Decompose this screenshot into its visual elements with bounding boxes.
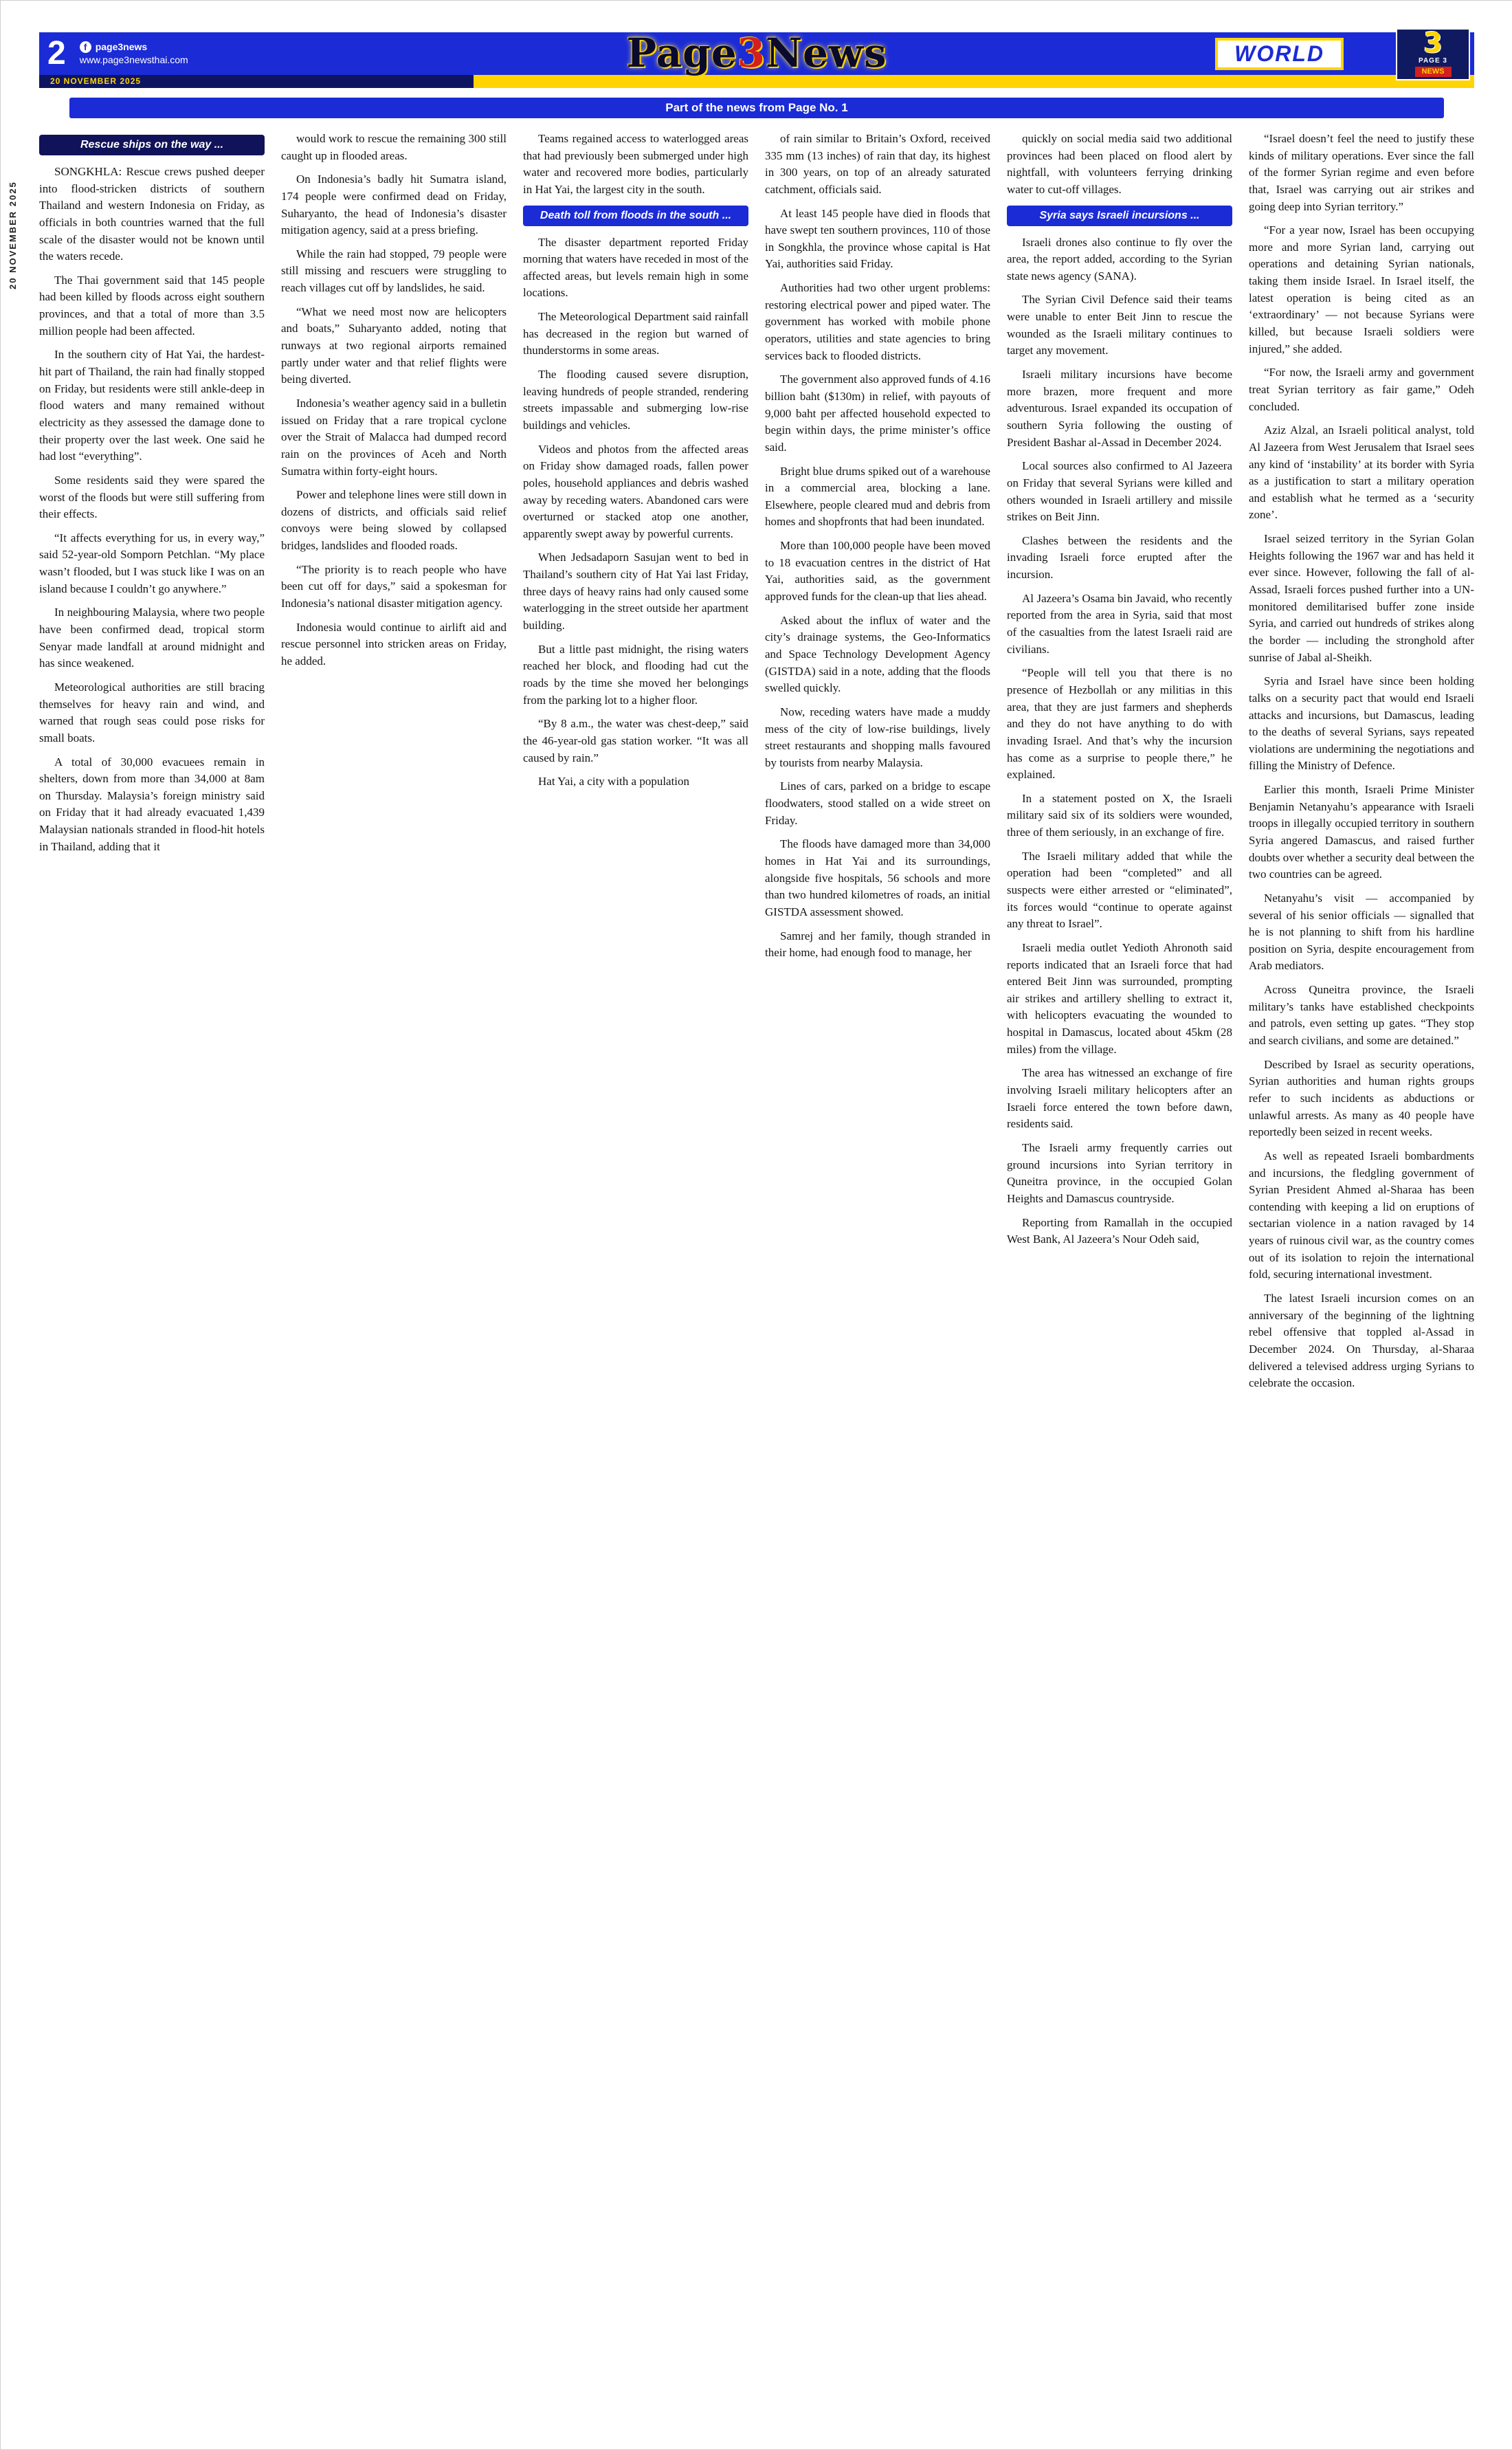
news-column — [39, 131, 265, 862]
article-paragraph: But a little past midnight, the rising waters reached her block, and flooding had cut the roads by the time she moved her belongings from the parking lot to a higher floor. — [523, 642, 748, 707]
article-paragraph: Authorities had two other urgent problems: restoring electrical power and piped water. The government has worked with mobile phone operators, utilities and state agencies to bring services back to flooded districts. — [765, 281, 990, 362]
section-subhead: Death toll from floods in the south ... — [523, 206, 748, 226]
logo-page3-text: PAGE 3 — [1419, 57, 1447, 65]
section-label: WORLD — [1215, 38, 1344, 70]
article-paragraph: The flooding caused severe disruption, leaving hundreds of people stranded, rendering streets impassable and submerging low-rise buildings and vehicles. — [523, 368, 748, 432]
news-column — [523, 131, 748, 797]
article-paragraph: As well as repeated Israeli bombardments and incursions, the fledgling government of Syrian President Ahmed al-Sharaa has been contending with keeping a lid on eruptions of sectarian violence in a nation ravaged by 14 years of ruinous civil war, as the country comes out of its isolation to rejoin the international fold, securing international investment. — [1249, 1149, 1474, 1281]
article-paragraph: Israel seized territory in the Syrian Golan Heights following the 1967 war and has held it ever since. However, following the fall of al-Assad, Israeli forces pushed further into a UN-monitored demilitarised buffer zone inside Syria, and carried out hundreds of strikes along the border — including the stronghold after sunrise of Jabal al-Sheikh. — [1249, 532, 1474, 664]
article-paragraph: “For a year now, Israel has been occupying more and more Syrian land, carrying out operations and detaining Syrian nationals, taking them inside Israel. In Israel itself, the latest operation is being cited as an ‘extraordinary’ — not because Syrians were killed, but because Israeli soldiers were injured,” she added. — [1249, 223, 1474, 355]
article-paragraph: Aziz Alzal, an Israeli political analyst, told Al Jazeera from West Jerusalem that Israel sees any kind of ‘instability’ at its border with Syria as a justification to start a military operation and establish what he termed as a ‘security zone’. — [1249, 423, 1474, 522]
article-paragraph: When Jedsadaporn Sasujan went to bed in Thailand’s southern city of Hat Yai last Friday, three days of heavy rains had only caused some waterlogging in the street outside her apartment building. — [523, 551, 748, 632]
article-paragraph: In a statement posted on X, the Israeli military said six of its soldiers were wounded, three of them seriously, in an exchange of fire. — [1007, 791, 1232, 839]
date-strip — [39, 75, 1474, 88]
article-paragraph: Lines of cars, parked on a bridge to escape floodwaters, stood stalled on a wide street on Friday. — [765, 780, 990, 827]
section-subhead: Rescue ships on the way ... — [39, 135, 265, 155]
article-paragraph: Al Jazeera’s Osama bin Javaid, who recently reported from the area in Syria, said that most of the casualties from the latest Israeli raid are civilians. — [1007, 591, 1232, 656]
fold-date: 20 NOVEMBER 2025 — [8, 181, 18, 289]
article-paragraph: would work to rescue the remaining 300 still caught up in flooded areas. — [281, 132, 507, 162]
article-paragraph: The floods have damaged more than 34,000 homes in Hat Yai and its surroundings, alongside five hospitals, 56 schools and more than two hundred kilometres of roads, an initial GISTDA assessment showed. — [765, 837, 990, 918]
article-paragraph: In the southern city of Hat Yai, the hardest-hit part of Thailand, the rain had finally stopped on Friday, but residents were still ankle-deep in flood waters and many remained without electricity as they assessed the damage done to their property over the last week. One said he had lost “everything”. — [39, 348, 265, 463]
logo-news-badge: NEWS — [1415, 67, 1452, 77]
news-column — [765, 131, 990, 969]
article-paragraph: Now, receding waters have made a muddy mess of the city of low-rise buildings, lively street restaurants and shopping malls favoured by tourists from nearby Malaysia. — [765, 705, 990, 769]
article-paragraph: The latest Israeli incursion comes on an anniversary of the beginning of the lightning rebel offensive that toppled al-Assad in December 2024. On Thursday, al-Sharaa delivered a televised address urging Syrians to celebrate the occasion. — [1249, 1292, 1474, 1390]
article-paragraph: Earlier this month, Israeli Prime Minister Benjamin Netanyahu’s appearance with Israeli troops in illegally occupied territory in southern Syria angered Damascus, and raised further doubts over whether a security deal between the two countries can be agreed. — [1249, 783, 1474, 881]
facebook-icon: f — [80, 41, 91, 53]
article-paragraph: Asked about the influx of water and the city’s drainage systems, the Geo-Informatics and Space Technology Development Agency (GISTDA) said in a note, adding that the floods swelled quickly. — [765, 613, 990, 695]
article-columns — [39, 131, 1474, 1399]
article-paragraph: Local sources also confirmed to Al Jazeera on Friday that several Syrians were killed and others wounded in Israeli artillery and missile strikes on Beit Jinn. — [1007, 459, 1232, 524]
news-column — [1249, 131, 1474, 1399]
article-paragraph: Teams regained access to waterlogged areas that had previously been submerged under high water and recovered more bodies, particularly in Hat Yai, the largest city in the south. — [523, 132, 748, 196]
article-paragraph: The disaster department reported Friday morning that waters have receded in most of the affected areas, but levels remain high in some locations. — [523, 235, 748, 300]
article-paragraph: Indonesia would continue to airlift aid and rescue personnel into stricken areas on Friday, he added. — [281, 620, 507, 667]
article-paragraph: Bright blue drums spiked out of a warehouse in a commercial area, blocking a lane. Elsewhere, people cleared mud and debris from homes and shopfronts that had been inundated. — [765, 464, 990, 529]
website-url: www.page3newsthai.com — [79, 54, 188, 65]
article-paragraph: The Thai government said that 145 people had been killed by floods across eight southern provinces, and that a total of more than 3.5 million people had been affected. — [39, 273, 265, 338]
masthead — [627, 30, 887, 76]
article-paragraph: More than 100,000 people have been moved to 18 evacuation centres in the district of Hat Yai, authorities said, as the government approved funds for the clean-up that lies ahead. — [765, 539, 990, 604]
continuation-strap: Part of the news from Page No. 1 — [69, 98, 1444, 118]
article-paragraph: While the rain had stopped, 79 people were still missing and rescuers were struggling to reach villages cut off by landslides, he said. — [281, 247, 507, 295]
article-paragraph: Clashes between the residents and the invading Israeli force erupted after the incursion. — [1007, 533, 1232, 582]
article-paragraph: Across Quneitra province, the Israeli military’s tanks have established checkpoints and patrols, even setting up gates. “They stop and search civilians, and some are detained.” — [1249, 983, 1474, 1048]
social-handle: page3news — [95, 41, 148, 53]
article-paragraph: On Indonesia’s badly hit Sumatra island, 174 people were confirmed dead on Friday, Suharyanto, the head of Indonesia’s disaster mitigation agency, said at a press briefing. — [281, 173, 507, 237]
news-column — [281, 131, 507, 677]
article-paragraph: The Syrian Civil Defence said their teams were unable to enter Beit Jinn to rescue the wounded as the Israeli military continues to target any movement. — [1007, 293, 1232, 357]
section-subhead: Syria says Israeli incursions ... — [1007, 206, 1232, 226]
logo-three: 3 — [1423, 27, 1443, 59]
article-paragraph: Israeli military incursions have become more brazen, more frequent and more adventurous. Israel expanded its occupation of southern Syria following the ousting of President Bashar al-Assad in December 2024. — [1007, 368, 1232, 449]
article-paragraph: “For now, the Israeli army and government treat Syrian territory as fair game,” Odeh concluded. — [1249, 366, 1474, 413]
page-number: 2 — [47, 35, 66, 71]
article-paragraph: Samrej and her family, though stranded in their home, had enough food to manage, her — [765, 929, 990, 960]
article-paragraph: Israeli media outlet Yedioth Ahronoth said reports indicated that an Israeli force that had entered Beit Jinn was surrounded, prompting air strikes and artillery shelling to extract it, with helicopters evacuating the wounded to hospital in Damascus, located about 45km (28 miles) from the village. — [1007, 940, 1232, 1056]
article-paragraph: Reporting from Ramallah in the occupied West Bank, Al Jazeera’s Nour Odeh said, — [1007, 1215, 1232, 1246]
header-band — [39, 27, 1474, 76]
masthead-page: Page — [626, 30, 737, 76]
article-paragraph: “It affects everything for us, in every way,” said 52-year-old Somporn Petchlan. “My place wasn’t flooded, but I was stuck like I was on an island because I couldn’t go anywhere.” — [39, 531, 265, 595]
article-paragraph: Netanyahu’s visit — accompanied by several of his senior officials — signalled that he is not planning to shift from his hardline position on Syria, despite encouragement from Arab mediators. — [1249, 891, 1474, 973]
yellow-rule — [474, 75, 1474, 88]
article-paragraph: “What we need most now are helicopters and boats,” Suharyanto added, noting that runways at two regional airports remained partly under water and that relief flights were being diverted. — [281, 305, 507, 386]
article-paragraph: Indonesia’s weather agency said in a bulletin issued on Friday that a rare tropical cyclone over the Strait of Malacca had dumped record rain on the provinces of Aceh and North Sumatra within forty-eight hours. — [281, 396, 507, 478]
site-info — [80, 41, 188, 67]
article-paragraph: At least 145 people have died in floods that have swept ten southern provinces, 110 of those in Songkhla, the province whose capital is Hat Yai, authorities said Friday. — [765, 206, 990, 271]
article-paragraph: Syria and Israel have since been holding talks on a security pact that would end Israeli attacks and incursions, but Damascus, leading to the deaths of several Syrians, says repeated violations are undermining the negotiations and filling the Ministry of Defence. — [1249, 674, 1474, 773]
article-paragraph: “The priority is to reach people who have been cut off for days,” said a spokesman for Indonesia’s national disaster mitigation agency. — [281, 562, 507, 610]
article-paragraph: Hat Yai, a city with a population — [538, 775, 690, 788]
article-paragraph: Power and telephone lines were still down in dozens of districts, and officials said relief convoys were being slowed by collapsed bridges, landslides and flooded roads. — [281, 488, 507, 553]
article-paragraph: “By 8 a.m., the water was chest-deep,” said the 46-year-old gas station worker. “It was all caused by rain.” — [523, 717, 748, 764]
article-paragraph: SONGKHLA: Rescue crews pushed deeper into flood-stricken districts of southern Thailand and western Indonesia on Friday, as officials in both countries warned that the full scale of the disaster would not be known until the waters recede. — [39, 165, 265, 263]
article-paragraph: Israeli drones also continue to fly over the area, the report added, according to the Syrian state news agency (SANA). — [1007, 235, 1232, 283]
article-paragraph: The Meteorological Department said rainfall has decreased in the region but warned of thunderstorms in some areas. — [523, 310, 748, 357]
masthead-news: News — [765, 30, 887, 76]
masthead-three: 3 — [737, 30, 766, 76]
news-column — [1007, 131, 1232, 1255]
article-paragraph: A total of 30,000 evacuees remain in shelters, down from more than 34,000 at 8am on Thursday. Malaysia’s foreign ministry said on Friday that it had already evacuated 1,439 Malaysian nationals stranded in flood-hit hotels in Thailand, adding that it — [39, 755, 265, 853]
article-paragraph: “People will tell you that there is no presence of Hezbollah or any militias in this area, that they are just farmers and shepherds and they do not have anything to do with invading Israel. And that’s why the incursion has come as a surprise to people there,” he explained. — [1007, 666, 1232, 782]
article-paragraph: Meteorological authorities are still bracing themselves for heavy rain and wind, and warned that rough seas could pose risks for small boats. — [39, 680, 265, 744]
paper-logo — [1396, 28, 1470, 80]
article-paragraph: quickly on social media said two additional provinces had been placed on flood alert by nightfall, with volunteers ferrying drinking water to cut-off villages. — [1007, 132, 1232, 196]
article-paragraph: The Israeli army frequently carries out ground incursions into Syrian territory in Quneitra province, in the occupied Golan Heights and Damascus countryside. — [1007, 1140, 1232, 1205]
article-paragraph: Some residents said they were spared the worst of the floods but were still suffering from their effects. — [39, 473, 265, 521]
article-paragraph: The area has witnessed an exchange of fire involving Israeli military helicopters after an Israeli force entered the town before dawn, residents said. — [1007, 1066, 1232, 1131]
article-paragraph: Described by Israel as security operations, Syrian authorities and human rights groups refer to such incidents as abductions or unlawful arrests. As many as 40 people have reportedly been seized in recent weeks. — [1249, 1057, 1474, 1139]
article-paragraph: Videos and photos from the affected areas on Friday show damaged roads, fallen power poles, household appliances and debris washed away by receding waters. Abandoned cars were overturned or stacked atop one another, apparently swept away by powerful currents. — [523, 442, 748, 540]
article-paragraph: In neighbouring Malaysia, where two people have been confirmed dead, tropical storm Senyar made landfall at around midnight and has since weakened. — [39, 606, 265, 670]
date-text: 20 NOVEMBER 2025 — [39, 75, 474, 88]
article-paragraph: of rain similar to Britain’s Oxford, received 335 mm (13 inches) of rain that day, its highest in 300 years, on top of an already saturated catchment, officials said. — [765, 132, 990, 196]
article-paragraph: “Israel doesn’t feel the need to justify these kinds of military operations. Ever since the fall of the former Syrian regime and even before that, Israel was carrying out air strikes and going deep into Syrian territory.” — [1249, 132, 1474, 213]
article-paragraph: The government also approved funds of 4.16 billion baht ($130m) in relief, with payouts of 9,000 baht per affected household expected to begin within days, the prime minister’s office said. — [765, 373, 990, 454]
article-paragraph: The Israeli military added that while the operation had been “completed” and all suspects were either arrested or “eliminated”, its forces would “continue to operate against any threat to Israel”. — [1007, 849, 1232, 931]
